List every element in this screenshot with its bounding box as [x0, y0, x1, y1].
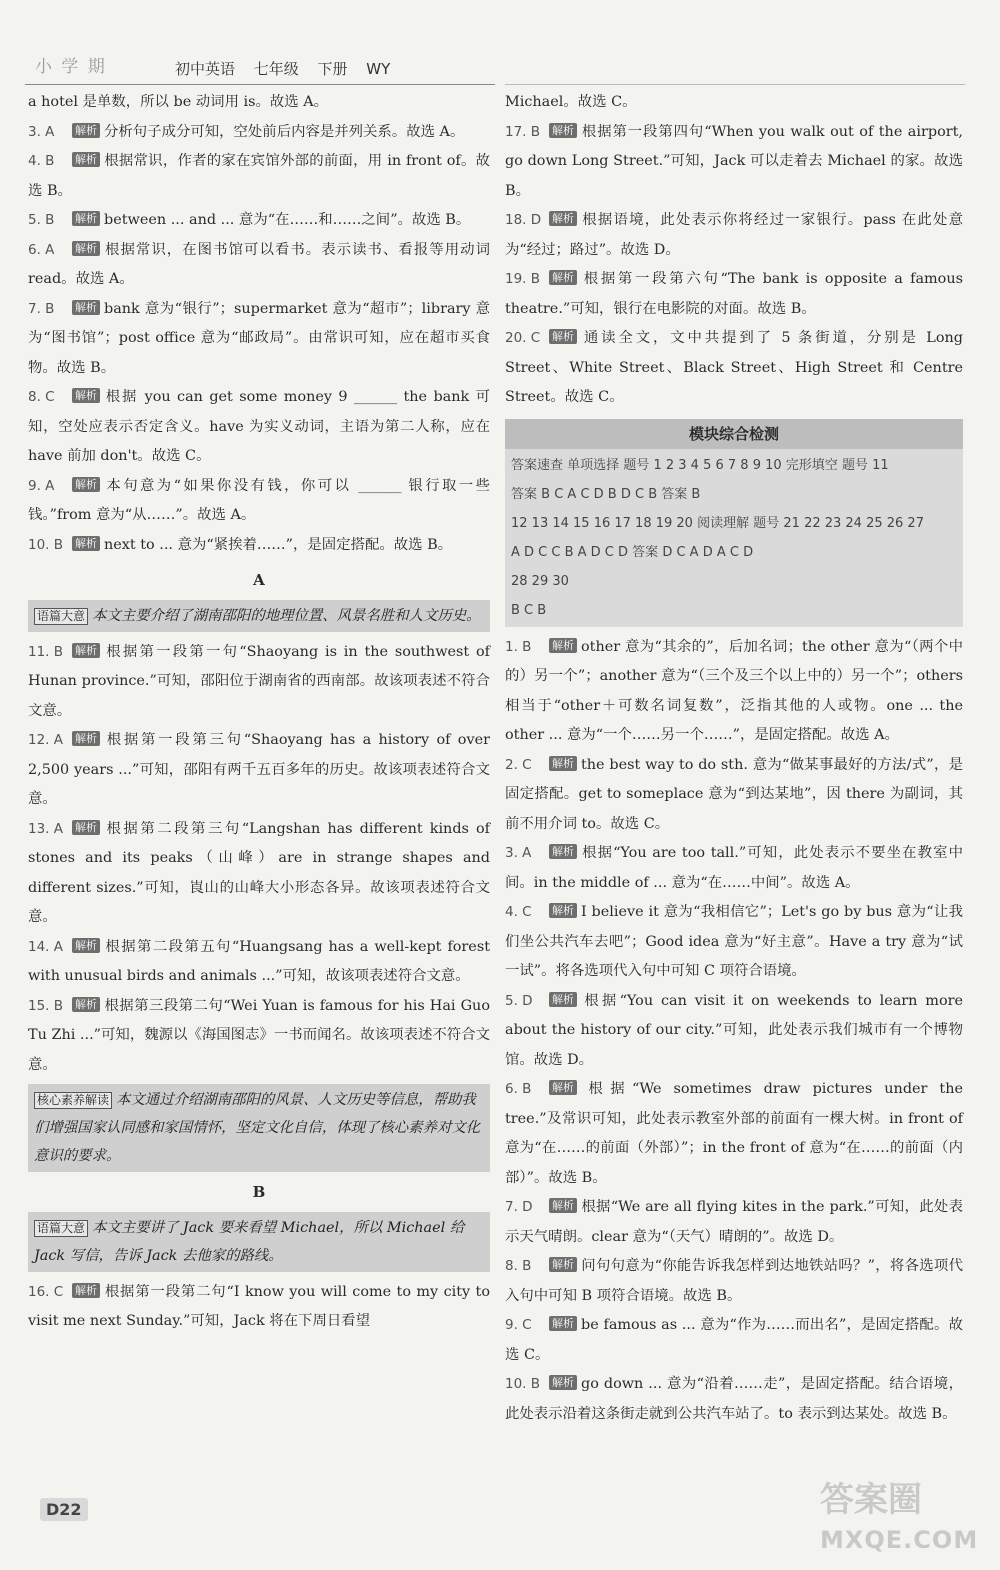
- answer-explanation: 根据第一段第四句“When you walk out of the airport, go down Long Street.”可知，Jack 可以走着去 Michael 的家。故选 B。: [505, 123, 963, 199]
- answer-explanation: bank 意为“银行”；supermarket 意为“超市”；library 意为“图书馆”；post office 意为“邮政局”。由常识可知，应在超市买食物。故选 B。: [28, 300, 490, 376]
- question-number: 9. C: [505, 1317, 532, 1333]
- answer-explanation: 根据第二段第三句“Langshan has different kinds of stones and its peaks（山峰）are in strange shapes and different sizes.”可知，崀山的山峰大小形态各异。故该项表述符合文意。: [28, 820, 490, 925]
- answer-explanation: I believe it 意为“我相信它”；Let's go by bus 意为“让我们坐公共汽车去吧”；Good idea 意为“好主意”。Have a try 意为“试一试”。将各选项代入句中可知 C 项符合语境。: [505, 904, 963, 979]
- answer-item: [28, 992, 490, 1081]
- analysis-tag: 解析: [549, 270, 577, 285]
- answer-explanation: the best way to do sth. 意为“做某事最好的方法/式”，是固定搭配。get to someplace 意为“到达某地”，因 there 为副词，其前不用介词 to。故选 C。: [505, 756, 963, 832]
- analysis-tag: 解析: [72, 1283, 100, 1298]
- answer-item: [505, 118, 963, 207]
- analysis-tag: 解析: [549, 992, 577, 1007]
- answer-explanation: 通读全文，文中共提到了 5 条街道，分别是 Long Street、White Street、Black Street、High Street 和 Centre Street。故选 C。: [505, 330, 963, 405]
- question-number: 5. D: [505, 992, 533, 1009]
- answer-explanation: 根据第一段第二句“I know you will come to my city to visit me next Sunday.”可知，Jack 将在下周日看望: [28, 1283, 490, 1329]
- summary-tag: 语篇大意: [34, 1220, 88, 1237]
- answer-item: [505, 839, 963, 898]
- question-number: 1. B: [505, 638, 532, 655]
- question-number: 17. B: [505, 123, 541, 140]
- question-number: 7. D: [505, 1199, 533, 1215]
- answer-explanation: between ... and ... 意为“在……和……之间”。故选 B。: [104, 212, 471, 228]
- question-number: 8. B: [505, 1258, 532, 1274]
- analysis-tag: 解析: [72, 123, 100, 138]
- answer-explanation: 问句句意为“你能告诉我怎样到达地铁站吗？”，将各选项代入句中可知 B 项符合语境。故选 B。: [505, 1258, 963, 1304]
- answer-item: [505, 1311, 963, 1370]
- ans-label: 答案: [632, 544, 659, 560]
- answer-item: [28, 236, 490, 295]
- analysis-tag: 解析: [72, 938, 100, 953]
- question-number: 14. A: [28, 938, 63, 955]
- analysis-tag: 解析: [72, 643, 100, 658]
- analysis-tag: 解析: [549, 844, 577, 859]
- answer-explanation: 根据“You are too tall.”可知，此处表示不要坐在教室中间。in the middle of ... 意为“在……中间”。故选 A。: [505, 845, 963, 891]
- page-number: D22: [40, 1498, 88, 1521]
- answer-explanation: next to ... 意为“紧挨着……”，是固定搭配。故选 B。: [104, 536, 453, 553]
- analysis-tag: 解析: [549, 1198, 577, 1213]
- right-column: [505, 88, 963, 1429]
- answer-item: [28, 815, 490, 933]
- answer-explanation: other 意为“其余的”，后加名词；the other 意为“（两个中的）另一个”；another 意为“（三个及三个以上中的）另一个”；others 相当于“other＋可数名词复数”，泛指其他的人或物。one ... the other ... 意为“一个……另一个……”，是固定搭配。故选 A。: [505, 638, 963, 743]
- brand-logo: 小 学 期: [35, 57, 107, 77]
- qnums: 21 22 23 24 25 26 27: [783, 515, 924, 531]
- answer-item: [28, 638, 490, 727]
- answer-item: [505, 751, 963, 840]
- answer-explanation: 本句意为“如果你没有钱，你可以 ______ 银行取一些钱。”from 意为“从……”。故选 A。: [28, 477, 490, 523]
- answer-quick-check: [505, 449, 963, 627]
- analysis-tag: 解析: [549, 638, 577, 653]
- ans-label: 答案: [511, 486, 538, 502]
- analysis-tag: 解析: [549, 211, 577, 226]
- question-number: 10. B: [505, 1376, 541, 1392]
- answer-explanation: 分析句子成分可知，空处前后内容是并列关系。故选 A。: [104, 123, 465, 140]
- module-test-heading: 模块综合检测: [505, 419, 963, 449]
- answer-item: [28, 383, 490, 472]
- answer-item: [28, 206, 490, 236]
- reading-label: 阅读理解: [697, 515, 750, 531]
- answer-explanation: 根据第一段第一句“Shaoyang is in the southwest of Hunan province.”可知，邵阳位于湖南省的西南部。故该项表述不符合文意。: [28, 643, 490, 719]
- answers: B C B: [511, 602, 547, 618]
- cloze-label: 完形填空: [785, 457, 838, 473]
- answer-explanation: go down ... 意为“沿着……走”，是固定搭配。结合语境，此处表示沿着这条街走就到公共汽车站了。to 表示到达某处。故选 B。: [505, 1376, 963, 1422]
- answer-explanation: be famous as ... 意为“作为……而出名”，是固定搭配。故选 C。: [505, 1317, 963, 1363]
- question-number: 12. A: [28, 732, 63, 748]
- question-number: 4. C: [505, 904, 532, 920]
- qnum-label: 题号: [623, 457, 650, 473]
- header-subject: 初中英语 七年级 下册 WY: [175, 60, 391, 78]
- summary-text: 本文主要介绍了湖南邵阳的地理位置、风景名胜和人文历史。: [92, 607, 481, 624]
- analysis-tag: 解析: [72, 152, 100, 167]
- answer-row-1-nums: [511, 451, 957, 480]
- answer-list-left: [28, 88, 490, 560]
- question-number: 6. A: [28, 241, 55, 258]
- answer-explanation: 根据第一段第三句“Shaoyang has a history of over 2,500 years ...”可知，邵阳有两千五百多年的历史。故该项表述符合文意。: [28, 732, 490, 807]
- answer-item: [28, 295, 490, 384]
- analysis-tag: 解析: [72, 388, 100, 403]
- question-number: 7. B: [28, 300, 55, 317]
- qnums: 28 29 30: [511, 573, 569, 589]
- answer-explanation: 根据“We are all flying kites in the park.”可知，此处表示天气晴朗。clear 意为“（天气）晴朗的”。故选 D。: [505, 1199, 963, 1245]
- section-b-summary: [28, 1212, 490, 1272]
- answer-item: [28, 88, 490, 118]
- analysis-tag: 解析: [549, 329, 577, 344]
- answer-item: [505, 987, 963, 1076]
- answer-row-1-ans: [511, 480, 957, 509]
- literacy-tag: 核心素养解读: [34, 1092, 112, 1109]
- question-number: 15. B: [28, 997, 64, 1014]
- answers: B C A C D B D C B: [541, 486, 658, 502]
- answer-item: [505, 206, 963, 265]
- qnum-label: 题号: [841, 457, 868, 473]
- watermark-logo: [820, 1480, 980, 1560]
- answer-list-right: [505, 88, 963, 413]
- answer-list-section-a: [28, 638, 490, 1081]
- analysis-tag: 解析: [72, 731, 100, 746]
- answer-item: [505, 265, 963, 324]
- analysis-tag: 解析: [72, 536, 100, 551]
- analysis-tag: 解析: [72, 997, 100, 1012]
- analysis-tag: 解析: [72, 477, 100, 492]
- question-number: 10. B: [28, 536, 64, 553]
- answer-explanation: 根据第二段第五句“Huangsang has a well-kept forest with unusual birds and animals ...”可知，故该项表述符合文意。: [28, 938, 490, 984]
- analysis-tag: 解析: [549, 1375, 577, 1390]
- analysis-tag: 解析: [72, 300, 100, 315]
- analysis-tag: 解析: [549, 1257, 577, 1272]
- question-number: 11. B: [28, 643, 64, 660]
- single-choice-label: 单项选择: [567, 457, 620, 473]
- answer-list-section-b: [28, 1278, 490, 1337]
- answer-item: [28, 531, 490, 561]
- summary-text: 本文主要讲了 Jack 要来看望 Michael，所以 Michael 给 Jack 写信，告诉 Jack 去他家的路线。: [34, 1219, 465, 1264]
- answers: A D C C B A D C D: [511, 544, 629, 560]
- analysis-tag: 解析: [72, 820, 100, 835]
- literacy-text: 本文通过介绍湖南邵阳的风景、人文历史等信息，帮助我们增强国家认同感和家国情怀，坚定文化自信，体现了核心素养对文化意识的要求。: [34, 1092, 481, 1164]
- ans-label: 答案: [661, 486, 688, 502]
- answer-list-module: [505, 633, 963, 1430]
- header-rule-right: [505, 84, 965, 85]
- answer-explanation: 根据第一段第六句“The bank is opposite a famous theatre.”可知，银行在电影院的对面。故选 B。: [505, 271, 963, 317]
- answer-explanation: 根据常识，作者的家在宾馆外部的前面，用 in front of。故选 B。: [28, 153, 490, 199]
- summary-tag: 语篇大意: [34, 608, 88, 625]
- answer-item: [505, 1370, 963, 1429]
- question-number: 3. A: [505, 845, 532, 861]
- question-number: 2. C: [505, 756, 532, 773]
- answer-row-3-nums: [511, 567, 957, 596]
- qnums: 1 2 3 4 5 6 7 8 9 10: [653, 457, 782, 473]
- analysis-tag: 解析: [72, 241, 100, 256]
- answer-row-2-nums: [511, 509, 957, 538]
- answer-item: [505, 88, 963, 118]
- left-column: [28, 88, 490, 1337]
- answer-item: [28, 118, 490, 148]
- answer-item: [505, 1075, 963, 1193]
- answer-item: [28, 933, 490, 992]
- question-number: 5. B: [28, 212, 55, 228]
- answer-item: [28, 472, 490, 531]
- analysis-tag: 解析: [72, 211, 100, 226]
- literacy-box: [28, 1084, 490, 1172]
- answer-item: [28, 1278, 490, 1337]
- analysis-tag: 解析: [549, 756, 577, 771]
- question-number: 9. A: [28, 477, 55, 494]
- qnums: 12 13 14 15 16 17 18 19 20: [511, 515, 693, 531]
- question-number: 20. C: [505, 330, 541, 346]
- answer-item: [505, 1252, 963, 1311]
- question-number: 8. C: [28, 389, 55, 405]
- answer-item: [505, 324, 963, 413]
- answer-item: [28, 147, 490, 206]
- qnum-label: 题号: [753, 515, 780, 531]
- header-rule: [25, 84, 495, 85]
- question-number: 18. D: [505, 212, 542, 228]
- answer-explanation: 根据常识，在图书馆可以看书。表示读书、看报等用动词 read。故选 A。: [28, 241, 490, 287]
- question-number: 4. B: [28, 153, 55, 169]
- analysis-tag: 解析: [549, 123, 577, 138]
- question-number: 6. B: [505, 1081, 532, 1097]
- page-header: [0, 0, 1000, 92]
- qnums: 11: [872, 457, 889, 473]
- answer-item: [28, 726, 490, 815]
- answer-row-3-ans: [511, 596, 957, 625]
- answer-explanation: 根据语境，此处表示你将经过一家银行。pass 在此处意为“经过；路过”。故选 D。: [505, 212, 963, 258]
- analysis-tag: 解析: [549, 1080, 577, 1095]
- section-b-heading: B: [252, 1183, 266, 1201]
- analysis-tag: 解析: [549, 903, 577, 918]
- answer-explanation: 根据“We sometimes draw pictures under the tree.”及常识可知，此处表示教室外部的前面有一棵大树。in front of 意为“在……的前面（外部）”；in the front of 意为“在……的前面（内部）”。故选 B。: [505, 1081, 963, 1186]
- section-a-heading: A: [253, 571, 265, 589]
- answer-item: [505, 1193, 963, 1252]
- page-footer: [40, 1500, 88, 1519]
- answer-item: [505, 898, 963, 987]
- answer-explanation: 根据 you can get some money 9 ______ the bank 可知，空处应表示否定含义。have 为实义动词，主语为第二人称，应在 have 前加 don't。故选 C。: [28, 389, 490, 464]
- quick-check-label: 答案速查: [511, 457, 564, 473]
- watermark-url: MXQE.COM: [820, 1526, 979, 1554]
- answer-explanation: a hotel 是单数，所以 be 动词用 is。故选 A。: [28, 94, 329, 110]
- watermark-text: 答案圈: [820, 1480, 922, 1520]
- answer-explanation: 根据“You can visit it on weekends to learn more about the history of our city.”可知，此处表示我们城市有一个博物馆。故选 D。: [505, 992, 963, 1068]
- analysis-tag: 解析: [549, 1316, 577, 1331]
- answers: B: [691, 486, 701, 502]
- question-number: 3. A: [28, 123, 55, 140]
- answer-explanation: Michael。故选 C。: [505, 94, 637, 110]
- question-number: 19. B: [505, 271, 541, 287]
- answer-row-2-ans: [511, 538, 957, 567]
- question-number: 16. C: [28, 1283, 64, 1300]
- answers: D C A D A C D: [662, 544, 754, 560]
- answer-item: [505, 633, 963, 751]
- question-number: 13. A: [28, 820, 63, 837]
- section-a-summary: [28, 600, 490, 632]
- answer-explanation: 根据第三段第二句“Wei Yuan is famous for his Hai Guo Tu Zhi ...”可知，魏源以《海国图志》一书而闻名。故该项表述不符合文意。: [28, 997, 490, 1073]
